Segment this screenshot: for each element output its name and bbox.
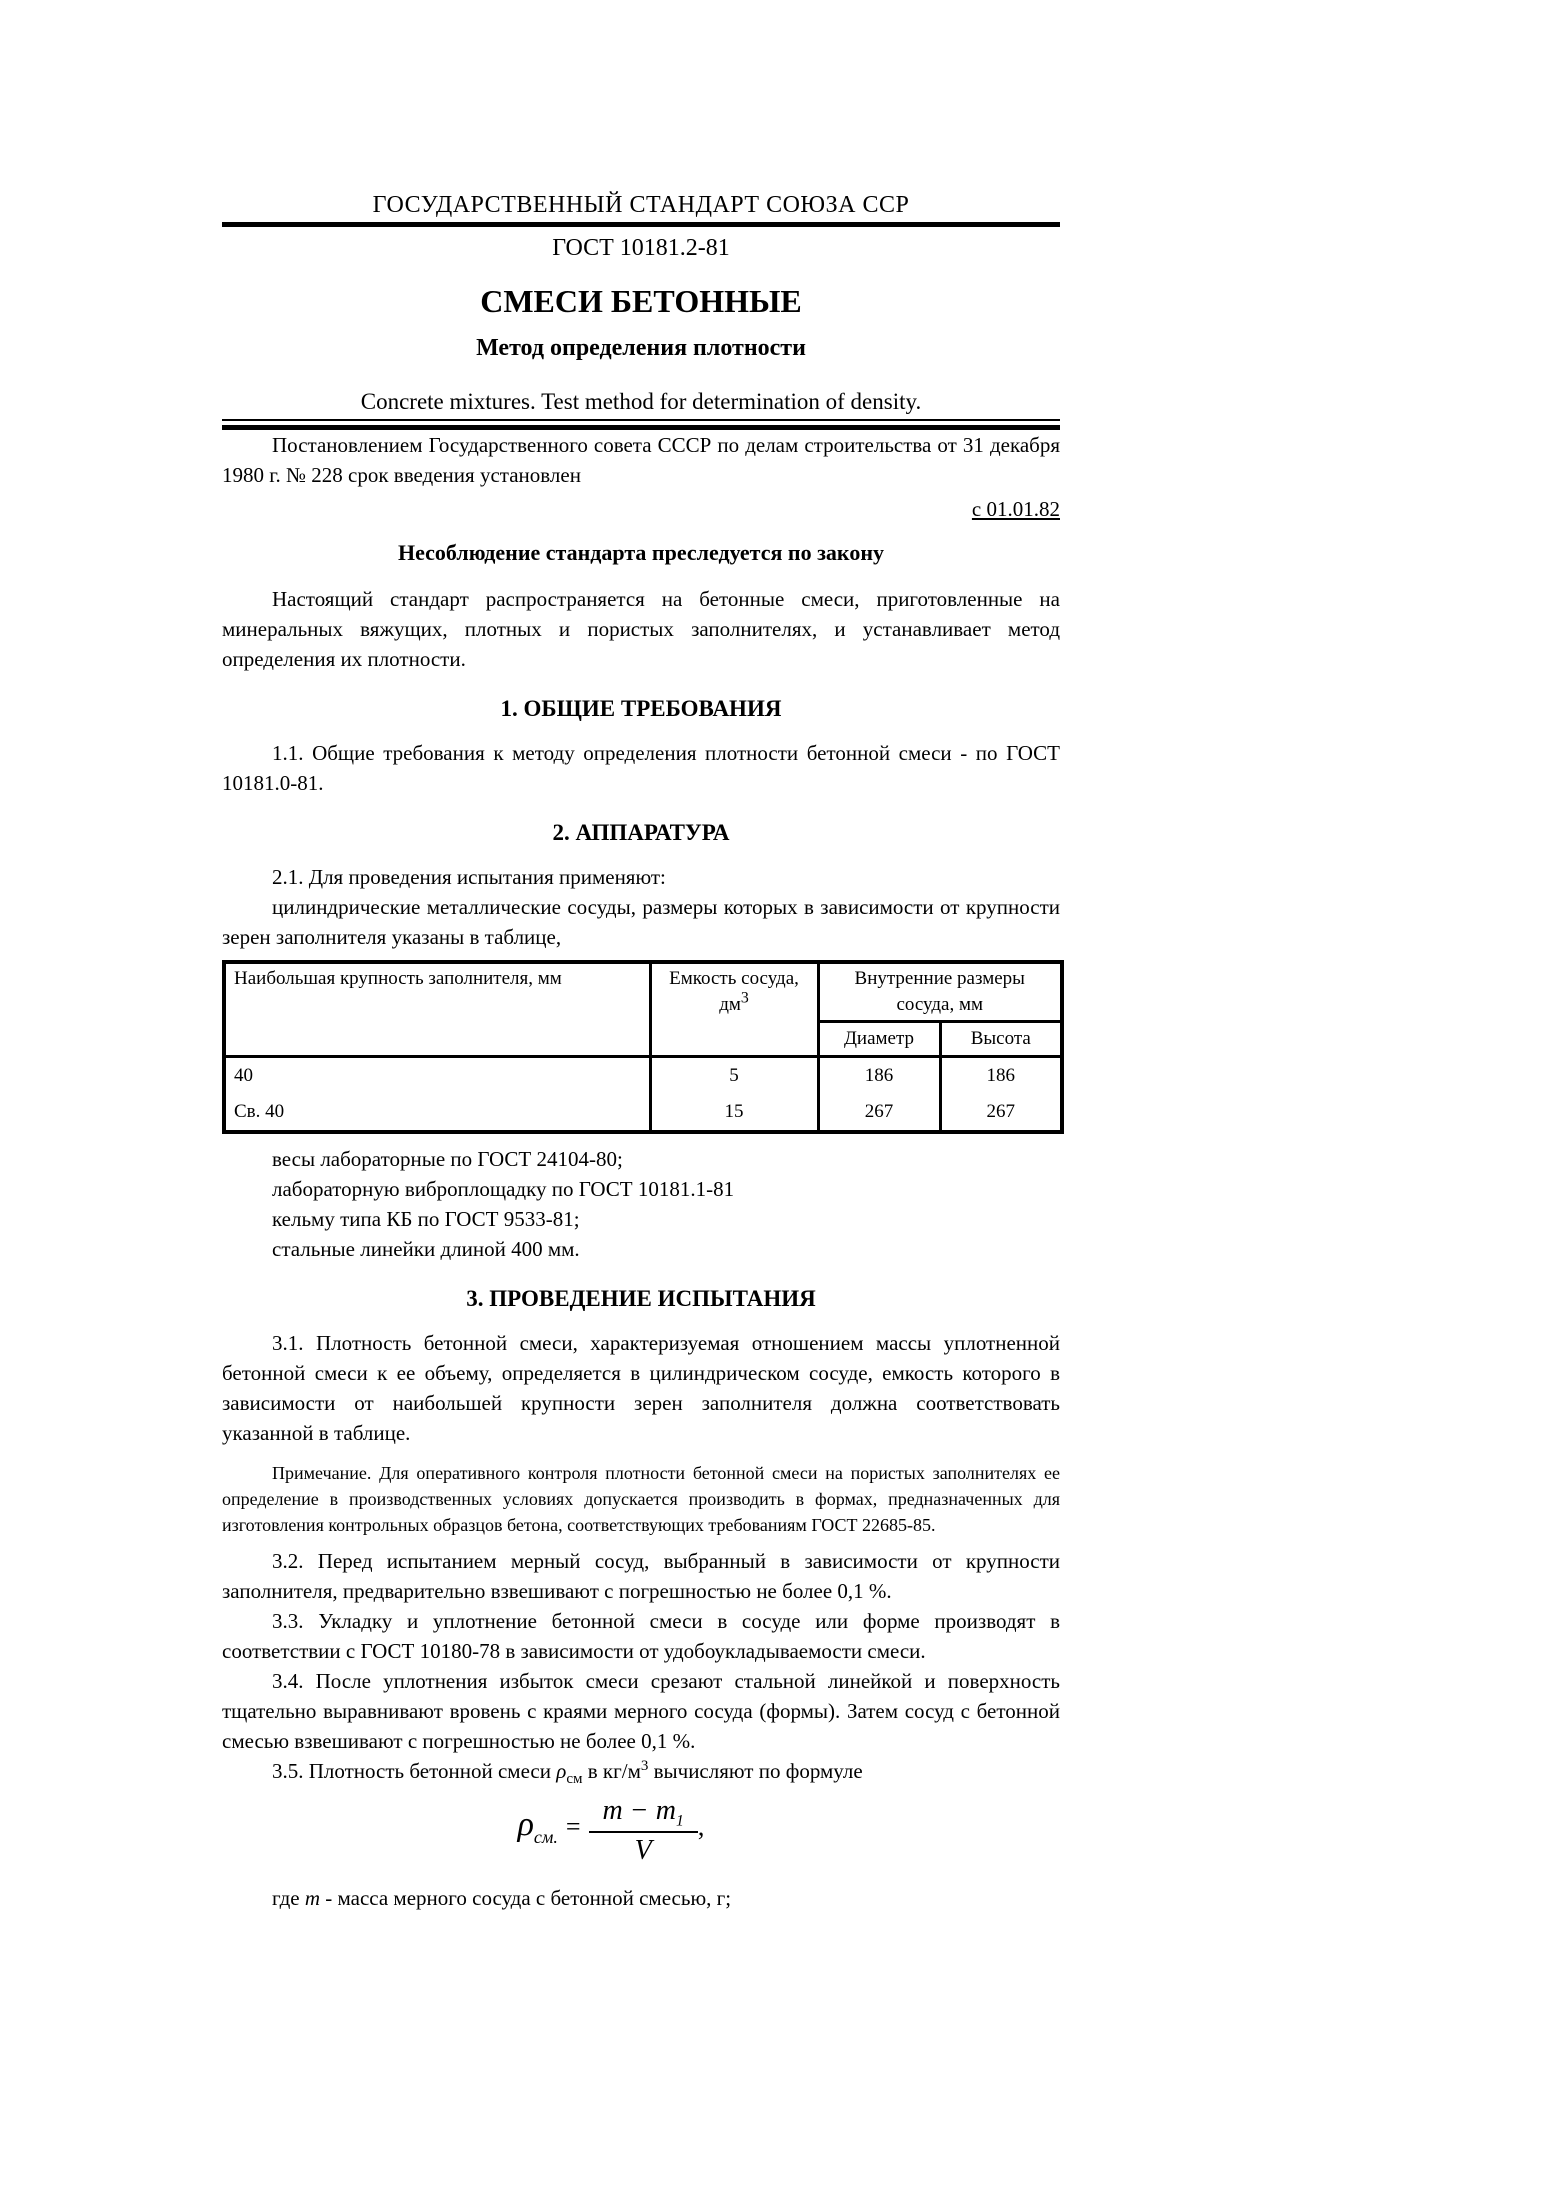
- formula-comma: ,: [697, 1812, 705, 1842]
- formula-legend: где m - масса мерного сосуда с бетонной смесью, г;: [272, 1886, 732, 1910]
- note-paragraph: Примечание. Для оперативного контроля плотности бетонной смеси на пористых заполнителях ее определение в производственных условиях допускается производить в формах, предназначенных для изготовления контрольных образцов бетона, соответствующих требованиям ГОСТ 22685-85.: [222, 1463, 1060, 1535]
- cell-diameter: 267: [818, 1094, 940, 1132]
- paragraph-3-2: 3.2. Перед испытанием мерный сосуд, выбранный в зависимости от крупности заполнителя, предварительно взвешивают с погрешностью не более 0,1 %.: [222, 1549, 1060, 1603]
- table-row: [224, 1057, 1062, 1095]
- vessel-dimensions-table: [222, 960, 1064, 1134]
- density-formula: [222, 1794, 1060, 1869]
- fraction-denominator: V: [634, 1835, 652, 1866]
- header-rule: [222, 222, 1060, 227]
- effective-date: с 01.01.82: [971, 497, 1060, 521]
- numerator-subscript: 1: [675, 1812, 684, 1830]
- col-header-height: Высота: [940, 1022, 1062, 1057]
- fraction: [589, 1794, 698, 1869]
- list-item: кельму типа КБ по ГОСТ 9533-81;: [272, 1207, 580, 1231]
- org-line: ГОСУДАРСТВЕННЫЙ СТАНДАРТ СОЮЗА ССР: [372, 192, 910, 218]
- formula-lhs-subscript: см.: [533, 1826, 558, 1847]
- paragraph-vessels: цилиндрические металлические сосуды, размеры которых в зависимости от крупности зерен заполнителя указаны в таблице,: [222, 895, 1060, 949]
- decree-paragraph: Постановлением Государственного совета СССР по делам строительства от 31 декабря 1980 г. № 228 срок введения установлен: [222, 433, 1060, 487]
- document-title-en: Concrete mixtures. Test method for determination of density.: [360, 389, 922, 414]
- list-item: стальные линейки длиной 400 мм.: [272, 1237, 580, 1261]
- cell-height: 186: [940, 1057, 1062, 1095]
- paragraph-3-1: 3.1. Плотность бетонной смеси, характеризуемая отношением массы уплотненной бетонной смеси к ее объему, определяется в цилиндрическом сосуде, емкость которого в зависимости от наибольшей крупности зерен заполнителя должна соответствовать указанной в таблице.: [222, 1331, 1060, 1445]
- cell-capacity: 5: [650, 1057, 818, 1095]
- paragraph-3-5: 3.5. Плотность бетонной смеси $\rho_{см}$ в $кг/м^3$ вычисляют по формуле: [272, 1758, 863, 1788]
- cell-grain-size: 40: [224, 1057, 650, 1095]
- list-item: лабораторную виброплощадку по ГОСТ 10181.1-81: [272, 1177, 735, 1201]
- double-rule: [222, 419, 1060, 430]
- law-notice: Несоблюдение стандарта преследуется по закону: [398, 540, 884, 565]
- section-3-heading: 3. ПРОВЕДЕНИЕ ИСПЫТАНИЯ: [466, 1286, 816, 1311]
- rho-symbol: ρ: [556, 1759, 567, 1783]
- gost-number: ГОСТ 10181.2-81: [552, 235, 730, 261]
- col-header-diameter: Диаметр: [818, 1022, 940, 1057]
- col-header-vessel-capacity: Емкость сосуда, $дм^3$: [650, 962, 818, 1057]
- document-content: [222, 0, 1060, 1913]
- col-header-max-grain-size: Наибольшая крупность заполнителя, мм: [224, 962, 650, 1057]
- effective-date-line: [222, 494, 1060, 524]
- scope-paragraph: Настоящий стандарт распространяется на бетонные смеси, приготовленные на минеральных вяжущих, плотных и пористых заполнителях, и устанавливает метод определения их плотности.: [222, 587, 1060, 671]
- formula-lhs: $\rho_{см.}$: [517, 1806, 558, 1847]
- paragraph-1-1: 1.1. Общие требования к методу определения плотности бетонной смеси - по ГОСТ 10181.0-81.: [222, 741, 1060, 795]
- document-title: СМЕСИ БЕТОННЫЕ: [480, 283, 802, 319]
- col-header-inner-dimensions: Внутренние размеры сосуда, мм: [818, 962, 1062, 1022]
- paragraph-3-4: 3.4. После уплотнения избыток смеси срезают стальной линейкой и поверхность тщательно выравнивают вровень с краями мерного сосуда (формы). Затем сосуд с бетонной смесью взвешивают с погрешностью не более 0,1 %.: [222, 1669, 1060, 1753]
- list-item: весы лабораторные по ГОСТ 24104-80;: [272, 1147, 623, 1171]
- cell-diameter: 186: [818, 1057, 940, 1095]
- cell-grain-size: Св. 40: [224, 1094, 650, 1132]
- section-2-heading: 2. АППАРАТУРА: [552, 820, 730, 845]
- equipment-list: [222, 1144, 1060, 1264]
- section-1-heading: 1. ОБЩИЕ ТРЕБОВАНИЯ: [500, 696, 782, 721]
- table-header-row: [224, 962, 1062, 1022]
- table-row: [224, 1094, 1062, 1132]
- paragraph-2-1: 2.1. Для проведения испытания применяют:: [272, 865, 666, 889]
- equals-sign: =: [565, 1812, 581, 1842]
- cell-height: 267: [940, 1094, 1062, 1132]
- mass-variable: m: [304, 1886, 320, 1910]
- capacity-superscript: 3: [740, 989, 749, 1007]
- cell-capacity: 15: [650, 1094, 818, 1132]
- rho-subscript: см: [566, 1771, 583, 1788]
- cubic-superscript: 3: [640, 1758, 649, 1774]
- paragraph-3-3: 3.3. Укладку и уплотнение бетонной смеси в сосуде или форме производят в соответствии с ГОСТ 10180-78 в зависимости от удобоукладываемости смеси.: [222, 1609, 1060, 1663]
- fraction-numerator: $m - m_1$: [589, 1794, 698, 1833]
- document-subtitle: Метод определения плотности: [476, 335, 806, 361]
